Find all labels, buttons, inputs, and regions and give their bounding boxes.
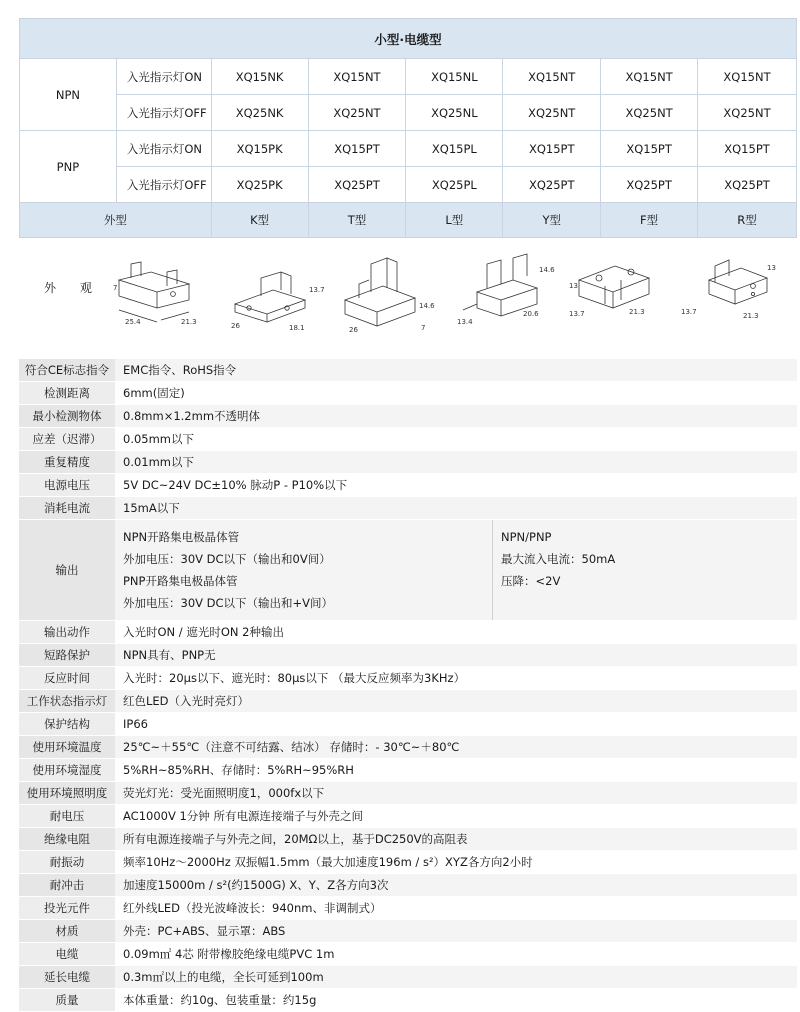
spec-row [19,428,797,451]
y-type-drawing [453,250,553,342]
spec-label: 检测距离 [19,382,115,404]
spec-row [19,713,797,736]
spec-row [19,966,797,989]
svg-text:18.1: 18.1 [289,324,305,332]
spec-label: 延长电缆 [19,966,115,988]
spec-value: 入光时ON / 遮光时ON 2种输出 [115,621,797,643]
output-line: 最大流入电流：50mA [501,552,616,566]
model-cell: XQ25PT [308,167,406,203]
spec-value: 0.3m㎡以上的电缆，全长可延到100m [115,966,797,988]
model-cell: XQ25NT [503,95,601,131]
spec-value: 0.09m㎡ 4芯 附带橡胶绝缘电缆PVC 1m [115,943,797,965]
lamp-label: 入光指示灯OFF [116,167,211,203]
group-npn: NPN [20,59,117,131]
model-cell: XQ25PK [211,167,308,203]
spec-value: 25℃~＋55℃（注意不可结露、结冰） 存储时：- 30℃~＋80℃ [115,736,797,758]
spec-label: 输出 [19,520,115,620]
model-cell: XQ25NT [308,95,406,131]
model-table-wrap [19,18,797,238]
output-left [115,520,492,620]
spec-label: 反应时间 [19,667,115,689]
k-type-drawing [111,250,211,342]
model-cell: XQ15PL [406,131,503,167]
svg-text:21.3: 21.3 [629,308,645,316]
spec-value: EMC指令、RoHS指令 [115,359,797,381]
spec-row [19,874,797,897]
model-cell: XQ25PT [698,167,797,203]
spec-label: 绝缘电阻 [19,828,115,850]
svg-text:13: 13 [569,282,578,290]
model-cell: XQ25PL [406,167,503,203]
spec-table [19,359,797,1012]
spec-value: 红外线LED（投光波峰波长：940nm、非调制式） [115,897,797,919]
model-table [19,18,797,238]
spec-row [19,736,797,759]
table-title: 小型·电缆型 [20,19,797,59]
spec-label: 使用环境温度 [19,736,115,758]
spec-label: 应差（迟滞） [19,428,115,450]
spec-row [19,497,797,520]
output-split [115,520,797,620]
spec-label: 材质 [19,920,115,942]
svg-text:13.7: 13.7 [309,286,325,294]
spec-row [19,759,797,782]
spec-label: 耐冲击 [19,874,115,896]
spec-row [19,359,797,382]
spec-row [19,644,797,667]
lamp-label: 入光指示灯ON [116,59,211,95]
spec-row [19,474,797,497]
spec-label: 电缆 [19,943,115,965]
spec-row-output [19,520,797,621]
output-line: PNP开路集电极晶体管 [123,574,238,588]
model-cell: XQ15PT [308,131,406,167]
model-cell: XQ25NL [406,95,503,131]
f-type-drawing [565,250,665,342]
type-cell: Y型 [503,203,601,238]
spec-value: 频率10Hz～2000Hz 双振幅1.5mm（最大加速度196m / s²）XYZ各方向2小时 [115,851,797,873]
appearance-label: 外 观 [44,281,102,295]
model-cell: XQ15PK [211,131,308,167]
appearance-section [19,246,797,346]
svg-text:21.3: 21.3 [743,312,759,320]
output-line: 压降：<2V [501,574,561,588]
group-pnp: PNP [20,131,117,203]
spec-value: 外壳：PC+ABS、显示罩：ABS [115,920,797,942]
output-line: NPN/PNP [501,530,552,544]
spec-value: 0.8mm×1.2mm不透明体 [115,405,797,427]
svg-text:14.6: 14.6 [539,266,555,274]
output-right [492,520,797,620]
model-cell: XQ25NK [211,95,308,131]
type-cell: L型 [406,203,503,238]
svg-text:13.7: 13.7 [681,308,697,316]
svg-text:21.3: 21.3 [181,318,197,326]
model-cell: XQ25NT [698,95,797,131]
model-cell: XQ15NT [698,59,797,95]
spec-row [19,451,797,474]
model-cell: XQ15PT [698,131,797,167]
spec-value: 0.01mm以下 [115,451,797,473]
model-cell: XQ25NT [601,95,698,131]
spec-label: 使用环境湿度 [19,759,115,781]
model-cell: XQ15NT [601,59,698,95]
model-cell: XQ15NT [308,59,406,95]
spec-label: 质量 [19,989,115,1011]
type-cell: K型 [211,203,308,238]
spec-value: 6mm(固定) [115,382,797,404]
spec-label: 输出动作 [19,621,115,643]
spec-label: 电源电压 [19,474,115,496]
spec-label: 投光元件 [19,897,115,919]
svg-text:14.6: 14.6 [419,302,435,310]
svg-text:26: 26 [231,322,240,330]
spec-row [19,851,797,874]
model-cell: XQ15PT [601,131,698,167]
svg-text:25.4: 25.4 [125,318,141,326]
spec-value: 加速度15000m / s²(约1500G) X、Y、Z各方向3次 [115,874,797,896]
svg-text:13.4: 13.4 [457,318,473,326]
type-cell: F型 [601,203,698,238]
svg-text:7: 7 [421,324,426,332]
type-cell: R型 [698,203,797,238]
spec-label: 最小检测物体 [19,405,115,427]
r-type-drawing [679,250,779,342]
spec-label: 保护结构 [19,713,115,735]
spec-value: NPN具有、PNP无 [115,644,797,666]
output-line: 外加电压：30V DC以下（输出和+V间） [123,596,334,610]
model-cell: XQ15PT [503,131,601,167]
spec-label: 重复精度 [19,451,115,473]
spec-value: 所有电源连接端子与外壳之间，20MΩ以上，基于DC250V的高阻表 [115,828,797,850]
lamp-label: 入光指示灯OFF [116,95,211,131]
model-cell: XQ15NT [503,59,601,95]
spec-value: AC1000V 1分钟 所有电源连接端子与外壳之间 [115,805,797,827]
svg-text:13.7: 13.7 [569,310,585,318]
spec-value: 荧光灯光：受光面照明度1，000fx以下 [115,782,797,804]
spec-row [19,667,797,690]
spec-row [19,805,797,828]
model-cell: XQ25PT [601,167,698,203]
svg-text:13: 13 [767,264,776,272]
spec-row [19,920,797,943]
spec-row [19,828,797,851]
spec-row [19,690,797,713]
spec-row [19,405,797,428]
spec-label: 短路保护 [19,644,115,666]
type-cell: T型 [308,203,406,238]
spec-value: 15mA以下 [115,497,797,519]
t-type-drawing [225,250,325,342]
output-line: 外加电压：30V DC以下（输出和0V间） [123,552,331,566]
svg-text:7: 7 [113,284,118,292]
spec-value: 红色LED（入光时亮灯） [115,690,797,712]
spec-value: 5%RH~85%RH、存储时：5%RH~95%RH [115,759,797,781]
svg-text:26: 26 [349,326,358,334]
l-type-drawing [339,250,439,342]
spec-row [19,897,797,920]
output-line: NPN开路集电极晶体管 [123,530,240,544]
spec-value: 0.05mm以下 [115,428,797,450]
spec-label: 工作状态指示灯 [19,690,115,712]
spec-label: 耐电压 [19,805,115,827]
spec-label: 符合CE标志指令 [19,359,115,381]
model-cell: XQ15NK [211,59,308,95]
spec-label: 耐振动 [19,851,115,873]
spec-row [19,989,797,1012]
spec-value: 5V DC~24V DC±10% 脉动P - P10%以下 [115,474,797,496]
lamp-label: 入光指示灯ON [116,131,211,167]
spec-label: 使用环境照明度 [19,782,115,804]
spec-row [19,382,797,405]
spec-row [19,782,797,805]
spec-value: IP66 [115,713,797,735]
shape-label: 外型 [20,203,212,238]
spec-row [19,621,797,644]
spec-label: 消耗电流 [19,497,115,519]
spec-row [19,943,797,966]
svg-text:20.6: 20.6 [523,310,539,318]
spec-value: 本体重量：约10g、包装重量：约15g [115,989,797,1011]
model-cell: XQ15NL [406,59,503,95]
spec-value: 入光时：20μs以下、遮光时：80μs以下 （最大反应频率为3KHz） [115,667,797,689]
model-cell: XQ25PT [503,167,601,203]
